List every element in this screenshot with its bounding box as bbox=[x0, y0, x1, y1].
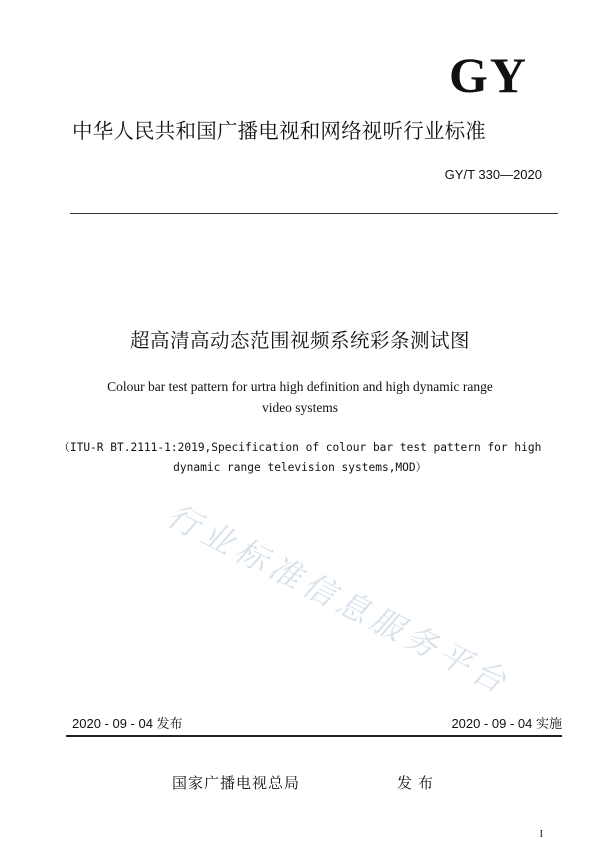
issuing-authority: 国家广播电视总局 bbox=[172, 774, 301, 792]
title-chinese: 超高清高动态范围视频系统彩条测试图 bbox=[129, 329, 470, 352]
title-english-line-2: video systems bbox=[261, 400, 339, 415]
page-number: I bbox=[539, 829, 543, 840]
gy-logo: GY bbox=[449, 47, 528, 103]
watermark: 行业标准信息服务平台 bbox=[160, 496, 517, 703]
standard-organization: 中华人民共和国广播电视和网络视听行业标准 bbox=[72, 119, 486, 143]
header-divider bbox=[70, 213, 558, 214]
issued-label: 发布 bbox=[397, 774, 440, 792]
title-reference-line-1: （ITU-R BT.2111-1:2019,Specification of colour bar test pattern for high bbox=[58, 441, 542, 454]
implementation-date: 2020 - 09 - 04 实施 bbox=[451, 716, 562, 731]
title-english bbox=[60, 376, 540, 418]
publish-date: 2020 - 09 - 04 发布 bbox=[72, 716, 183, 731]
standard-code: GY/T 330—2020 bbox=[444, 167, 542, 182]
title-reference-line-2: dynamic range television systems,MOD） bbox=[173, 461, 427, 474]
footer-divider bbox=[66, 735, 562, 737]
title-english-line-1: Colour bar test pattern for urtra high definition and high dynamic range bbox=[107, 379, 493, 394]
title-reference bbox=[50, 438, 550, 478]
